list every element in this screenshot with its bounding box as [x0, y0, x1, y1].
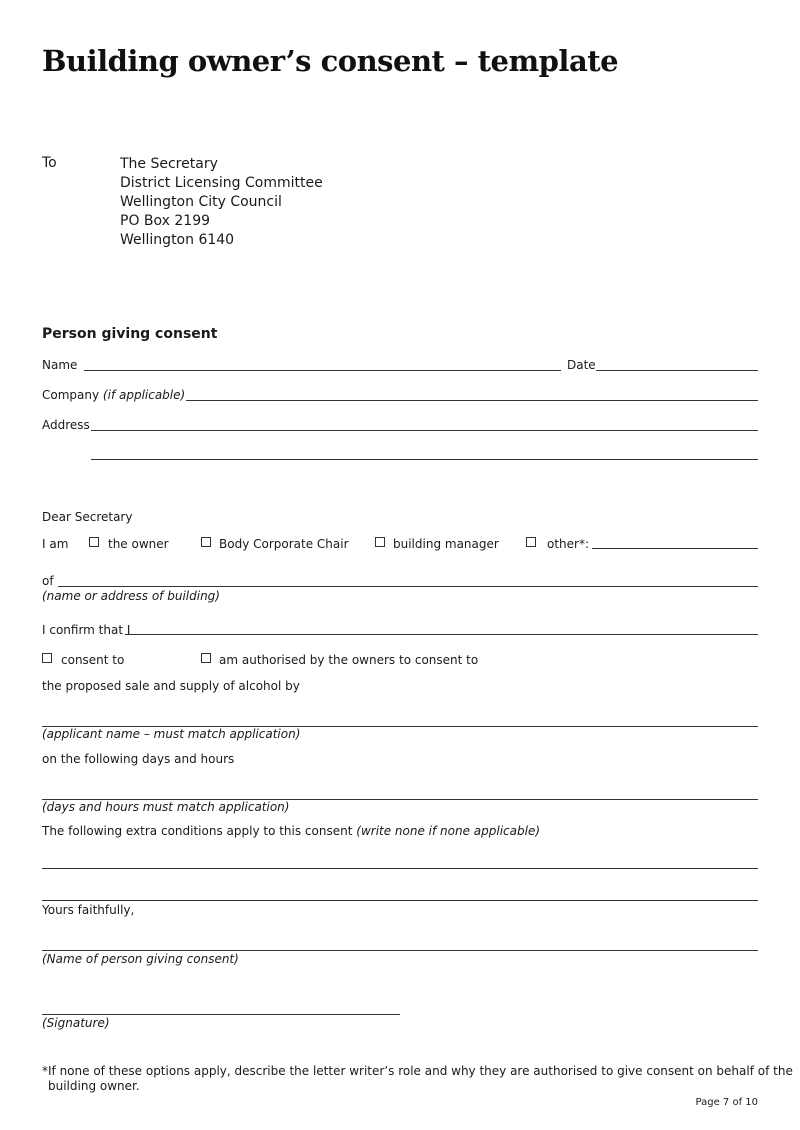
name-field[interactable] — [84, 370, 561, 371]
consenter-name-note: (Name of person giving consent) — [42, 952, 239, 966]
address-field-line-2[interactable] — [91, 459, 758, 460]
date-label: Date — [567, 358, 596, 372]
recipient-line: Wellington 6140 — [120, 232, 235, 248]
option-authorised-by-owners: am authorised by the owners to consent to — [219, 653, 479, 667]
conditions-text — [42, 824, 540, 838]
conditions-field-line-1[interactable] — [42, 868, 758, 869]
recipient-line: The Secretary — [120, 156, 218, 172]
recipient-line: District Licensing Committee — [120, 175, 323, 191]
date-field[interactable] — [596, 370, 758, 371]
address-field-line-1[interactable] — [91, 430, 758, 431]
recipient-line: Wellington City Council — [120, 194, 282, 210]
option-other: other*: — [547, 537, 590, 551]
confirm-field[interactable] — [125, 634, 758, 635]
of-label: of — [42, 574, 54, 588]
name-label: Name — [42, 358, 78, 372]
checkbox-body-corporate-chair[interactable] — [201, 537, 211, 547]
closing: Yours faithfully, — [42, 903, 135, 917]
sale-text: the proposed sale and supply of alcohol by — [42, 679, 300, 693]
conditions-label: The following extra conditions apply to this consent — [42, 824, 353, 838]
company-note: (if applicable) — [102, 388, 186, 402]
option-building-manager: building manager — [393, 537, 499, 551]
building-note: (name or address of building) — [42, 589, 220, 603]
company-label — [42, 388, 185, 402]
consenter-name-field[interactable] — [42, 950, 758, 951]
option-body-corporate-chair: Body Corporate Chair — [219, 537, 349, 551]
salutation: Dear Secretary — [42, 510, 133, 524]
company-label-text: Company — [42, 388, 100, 402]
other-field[interactable] — [592, 548, 758, 549]
days-note: (days and hours must match application) — [42, 800, 290, 814]
conditions-field-line-2[interactable] — [42, 900, 758, 901]
footnote-line: *If none of these options apply, describe the letter writer’s role and why they are authorised to give consent on behalf of the — [42, 1064, 793, 1078]
checkbox-authorised-by-owners[interactable] — [201, 653, 211, 663]
recipient-line: PO Box 2199 — [120, 213, 211, 229]
footnote-line: building owner. — [48, 1079, 140, 1093]
checkbox-other[interactable] — [526, 537, 536, 547]
address-label: Address — [42, 418, 90, 432]
checkbox-building-manager[interactable] — [375, 537, 385, 547]
page-title: Building owner’s consent – template — [42, 44, 619, 78]
i-am-label: I am — [42, 537, 69, 551]
section-heading: Person giving consent — [42, 326, 218, 342]
building-field[interactable] — [58, 586, 758, 587]
page-number: Page 7 of 10 — [695, 1097, 758, 1108]
company-field[interactable] — [186, 400, 758, 401]
signature-note: (Signature) — [42, 1016, 110, 1030]
checkbox-consent-to[interactable] — [42, 653, 52, 663]
signature-field[interactable] — [42, 1014, 400, 1015]
applicant-note: (applicant name – must match application) — [42, 727, 301, 741]
recipient-address — [120, 155, 323, 250]
checkbox-the-owner[interactable] — [89, 537, 99, 547]
option-the-owner: the owner — [108, 537, 169, 551]
to-label: To — [42, 155, 57, 171]
confirm-label: I confirm that I — [42, 623, 131, 637]
footnote — [42, 1064, 793, 1094]
days-text: on the following days and hours — [42, 752, 235, 766]
option-consent-to: consent to — [61, 653, 125, 667]
conditions-note: (write none if none applicable) — [356, 824, 541, 838]
